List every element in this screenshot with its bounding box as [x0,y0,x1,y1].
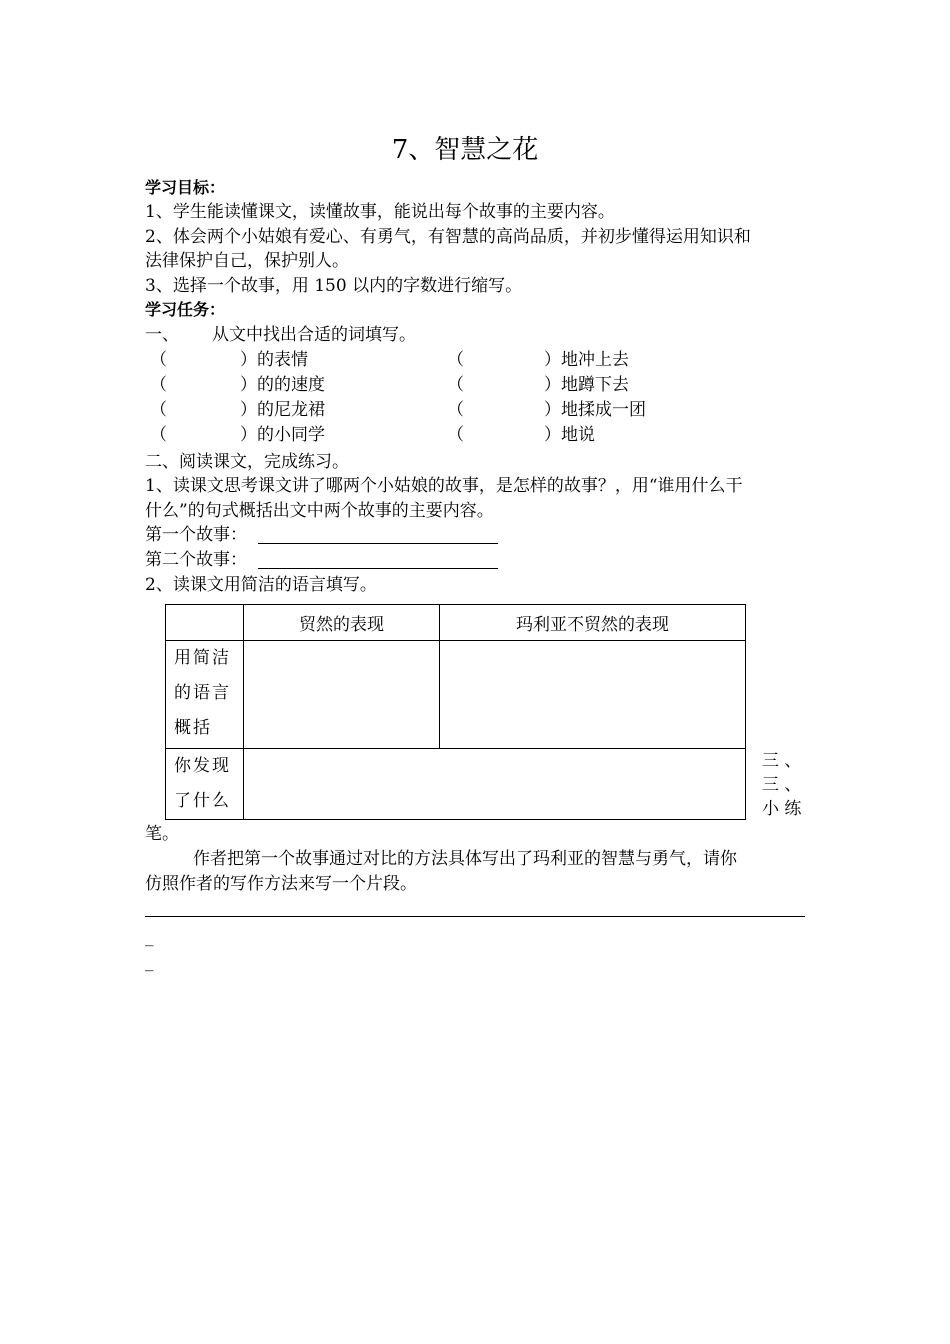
blank-phrase-right: ）地蹲下去 [544,375,629,395]
goal-line-2: 2、体会两个小姑娘有爱心、有勇气，有智慧的高尚品质，并初步懂得运用知识和 [145,227,751,247]
goal-line-1: 1、学生能读懂课文，读懂故事，能说出每个故事的主要内容。 [145,202,615,222]
blank-phrase-right: ）地揉成一团 [544,400,646,420]
writing-dash: _ [145,927,154,947]
part2-heading: 二、阅读课文，完成练习。 [145,452,349,472]
row-label-line: 了什么 [174,791,231,811]
blank-phrase-left: ）的小同学 [240,425,325,445]
blank-open-paren: （ [150,425,167,445]
q1-line-1: 1、读课文思考课文讲了哪两个小姑娘的故事，是怎样的故事？，用“谁用什么干 [145,476,743,496]
goal-line-3: 法律保护自己，保护别人。 [145,251,349,271]
part3-side-label: 小 练 [762,799,802,819]
row-label-line: 用简洁 [174,648,231,668]
blank-phrase-right: ）地说 [544,425,595,445]
part1-number: 一、 [145,325,179,345]
blank-open-paren: （ [150,400,167,420]
story2-answer-line[interactable] [258,568,498,569]
table-answer-cell[interactable] [440,641,746,749]
part1-instruction: 从文中找出合适的词填写。 [212,325,416,345]
comparison-table [165,604,746,820]
blank-open-paren: （ [447,400,464,420]
blank-phrase-left: ）的尼龙裙 [240,400,325,420]
goals-heading: 学习目标： [145,178,226,197]
part3-prompt-line-2: 仿照作者的写作方法来写一个片段。 [145,874,417,894]
part3-side-label: 三 、 [762,751,802,771]
row-label-line: 的语言 [174,683,231,703]
q1-line-2: 什么”的句式概括出文中两个故事的主要内容。 [145,501,494,521]
tasks-heading: 学习任务： [145,300,226,319]
blank-open-paren: （ [150,350,167,370]
table-answer-cell[interactable] [244,641,440,749]
writing-dash: _ [145,952,154,972]
table-corner-cell [166,605,244,641]
blank-open-paren: （ [447,350,464,370]
blank-open-paren: （ [447,425,464,445]
story1-answer-line[interactable] [258,543,498,544]
part3-side-label: 三 、 [762,775,802,795]
table-header-col1: 贸然的表现 [244,605,440,641]
goal-line-4: 3、选择一个故事，用 150 以内的字数进行缩写。 [145,276,523,296]
story2-label: 第二个故事： [145,550,247,570]
q2-instruction: 2、读课文用简洁的语言填写。 [145,575,377,595]
row-label-line: 概括 [174,718,212,738]
table-row-label-discovery [166,749,244,820]
page-title: 7、智慧之花 [391,135,539,165]
table-answer-cell-wide[interactable] [244,749,746,820]
table-header-col2: 玛利亚不贸然的表现 [440,605,746,641]
story1-label: 第一个故事： [145,525,247,545]
blank-open-paren: （ [150,375,167,395]
table-row-label-summary [166,641,244,749]
blank-phrase-left: ）的表情 [240,350,308,370]
row-label-line: 你发现 [174,756,231,776]
part3-wrap-text: 笔。 [145,824,179,844]
writing-line[interactable] [145,916,805,917]
part3-prompt-line-1: 作者把第一个故事通过对比的方法具体写出了玛利亚的智慧与勇气，请你 [193,849,737,869]
blank-open-paren: （ [447,375,464,395]
blank-phrase-left: ）的的速度 [240,375,325,395]
blank-phrase-right: ）地冲上去 [544,350,629,370]
